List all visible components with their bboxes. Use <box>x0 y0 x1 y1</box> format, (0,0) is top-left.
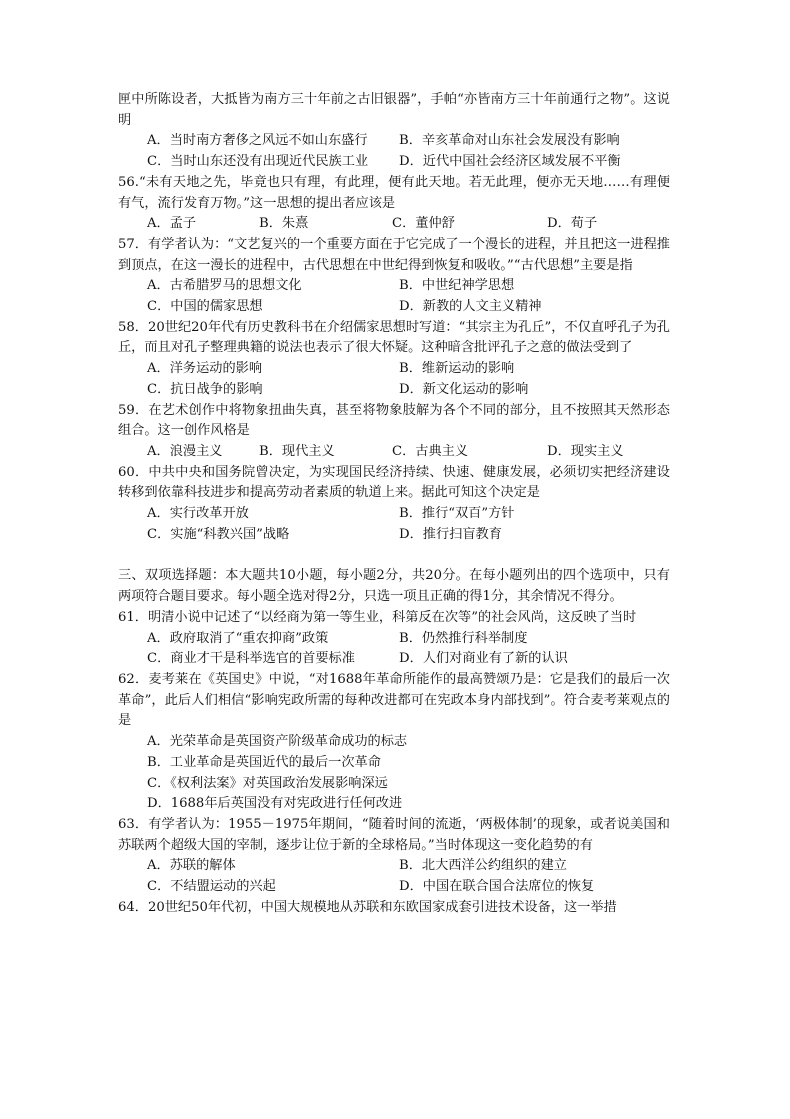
option-d: D．新文化运动的影响 <box>399 381 529 397</box>
option-c: C．董仲舒 <box>392 216 455 232</box>
options <box>118 732 670 815</box>
option-c: C．实施“科教兴国”战略 <box>147 526 290 542</box>
question-61 <box>118 608 670 670</box>
option-c: C．中国的儒家思想 <box>147 299 263 315</box>
option-d: D．新教的人文主义精神 <box>399 299 542 315</box>
question-59 <box>118 401 670 463</box>
question-stem: 57．有学者认为：“文艺复兴的一个重要方面在于它完成了一个漫长的进程，并且把这一进程推到顶点，在这一漫长的进程中，古代思想在中世纪得到恢复和吸收。”“古代思想”主要是指 <box>118 236 670 273</box>
option-a: A．实行改革开放 <box>147 506 249 522</box>
option-a: A．古希腊罗马的思想文化 <box>147 278 302 294</box>
options <box>118 214 670 235</box>
option-b: B．工业革命是英国近代的最后一次革命 <box>147 754 381 770</box>
option-a: A．光荣革命是英国资产阶级革命成功的标志 <box>147 734 408 750</box>
options <box>118 442 670 463</box>
option-a: A．孟子 <box>147 216 197 232</box>
options <box>118 359 670 400</box>
question-stem: 64．20世纪50年代初，中国大规模地从苏联和东欧国家成套引进技术设备，这一举措 <box>118 899 617 915</box>
question-stem: 60．中共中央和国务院曾决定，为实现国民经济持续、快速、健康发展，必须切实把经济建设转移到依靠科技进步和提高劳动者素质的轨道上来。据此可知这个决定是 <box>118 464 670 501</box>
option-c: C．不结盟运动的兴起 <box>147 879 276 895</box>
option-b: B．辛亥革命对山东社会发展没有影响 <box>399 133 620 149</box>
section-heading: 三、双项选择题：本大题共10小题，每小题2分，共20分。在每小题列出的四个选项中，只有两项符合题目要求。每小题全选对得2分，只选一项且正确的得1分，其余情况不得分。 <box>118 568 670 605</box>
option-d: D．荀子 <box>547 216 598 232</box>
exam-page <box>118 90 670 918</box>
option-d: D．现实主义 <box>547 443 624 459</box>
question-stem: 62．麦考莱在《英国史》中说，“对1688年革命所能作的最高赞颂乃是：它是我们的最后一次革命”，此后人们相信“影响宪政所需的每种改进都可在宪政本身内部找到”。符合麦考莱观点的是 <box>118 671 670 729</box>
question-stem: 61．明清小说中记述了“以经商为第一等生业，科第反在次等”的社会风尚，这反映了当时 <box>118 609 637 625</box>
option-d: D．中国在联合国合法席位的恢复 <box>399 879 595 895</box>
option-c: C．古典主义 <box>392 443 469 459</box>
option-a: A．苏联的解体 <box>147 858 236 874</box>
question-60 <box>118 463 670 546</box>
option-d: D．近代中国社会经济区域发展不平衡 <box>399 154 621 170</box>
option-d: D．1688年后英国没有对宪政进行任何改进 <box>147 796 403 812</box>
option-a: A．浪漫主义 <box>147 443 223 459</box>
option-b: B．朱熹 <box>259 216 309 232</box>
question-56 <box>118 173 670 235</box>
question-stem: 58．20世纪20年代有历史教科书在介绍儒家思想时写道：“其宗主为孔丘”，不仅直呼孔子为孔丘，而且对孔子整理典籍的说法也表示了很大怀疑。这种暗含批评孔子之意的做法受到了 <box>118 319 670 356</box>
question-stem: 63．有学者认为：1955－1975年期间，“随着时间的流逝，‘两极体制’的现象，或者说美国和苏联两个超级大国的宰制，逐步让位于新的全球格局。”当时体现这一变化趋势的有 <box>118 816 670 853</box>
option-a: A．洋务运动的影响 <box>147 361 263 377</box>
option-b: B．中世纪神学思想 <box>399 278 515 294</box>
section-spacer <box>118 545 670 566</box>
question-stem: 匣中所陈设者，大抵皆为南方三十年前之古旧银器”，手帕“亦皆南方三十年前通行之物”。这说明 <box>118 92 670 128</box>
options <box>118 629 670 670</box>
question-stem: 59．在艺术创作中将物象扭曲失真，甚至将物象肢解为各个不同的部分，且不按照其天然形态组合。这一创作风格是 <box>118 402 670 439</box>
question-63 <box>118 815 670 898</box>
option-b: B．现代主义 <box>259 443 335 459</box>
option-b: B．维新运动的影响 <box>399 361 515 377</box>
option-b: B．推行“双百”方针 <box>399 506 515 522</box>
option-c: C．抗日战争的影响 <box>147 381 263 397</box>
question-62 <box>118 670 670 815</box>
option-d: D．推行扫盲教育 <box>399 526 502 542</box>
option-a: A．政府取消了“重农抑商”政策 <box>147 630 329 646</box>
option-c: C．当时山东还没有出现近代民族工业 <box>147 154 369 170</box>
options <box>118 856 670 897</box>
options <box>118 131 670 172</box>
question-64 <box>118 898 670 919</box>
question-57 <box>118 235 670 318</box>
question-55 <box>118 90 670 173</box>
option-c: C．《权利法案》对英国政治发展影响深远 <box>147 775 388 791</box>
option-d: D．人们对商业有了新的认识 <box>399 651 568 667</box>
option-b: B．北大西洋公约组织的建立 <box>399 858 567 874</box>
option-c: C．商业才干是科举选官的首要标准 <box>147 651 355 667</box>
options <box>118 276 670 317</box>
question-stem: 56.“未有天地之先，毕竟也只有理，有此理，便有此天地。若无此理，便亦无天地……有理便有气，流行发育万物。”这一思想的提出者应该是 <box>118 174 670 211</box>
option-b: B．仍然推行科举制度 <box>399 630 528 646</box>
question-58 <box>118 318 670 401</box>
option-a: A．当时南方奢侈之风远不如山东盛行 <box>147 133 368 149</box>
options <box>118 504 670 545</box>
